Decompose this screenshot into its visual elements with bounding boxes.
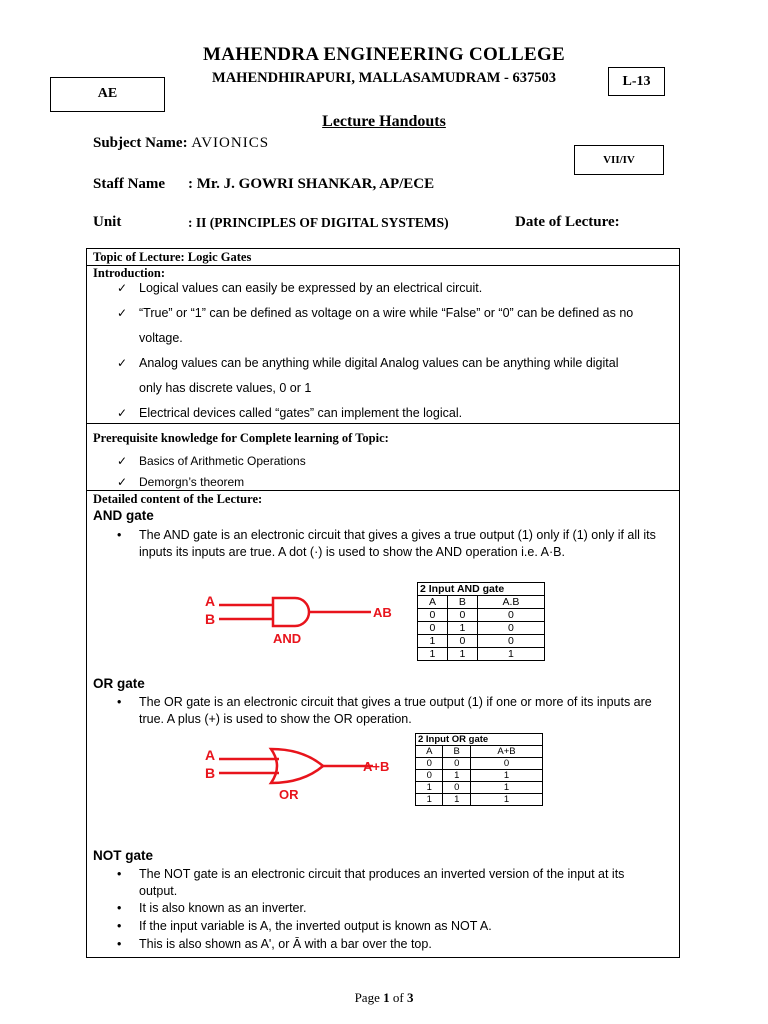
table-header-row: [418, 596, 545, 609]
list-item: • The NOT gate is an electronic circuit that produces an inverted version of the input at its output.: [117, 867, 625, 898]
detailed-content-section: [87, 490, 679, 958]
or-gate-diagram: [203, 743, 423, 807]
table-cell: 0: [447, 635, 477, 648]
table-cell: 0: [416, 758, 443, 770]
table-cell: 2 Input OR gate: [416, 734, 543, 746]
table-caption-row: [416, 734, 543, 746]
table-cell: 1: [443, 794, 470, 806]
list-item: ✓ Demorgn’s theorem: [117, 470, 644, 495]
page-number: 1: [383, 990, 390, 1005]
table-row: [418, 609, 545, 622]
page-footer: [0, 990, 768, 1006]
table-cell: 0: [477, 609, 544, 622]
table-caption-row: [418, 583, 545, 596]
table-cell: B: [447, 596, 477, 609]
table-cell: 1: [477, 648, 544, 661]
bullet-icon: •: [117, 937, 122, 951]
prerequisite-section: [87, 423, 679, 490]
list-item: • This is also shown as A', or Ā with a bar over the top.: [117, 937, 432, 951]
and-gate-description: • The AND gate is an electronic circuit that gives a gives a true output (1) only if (1) only if all its inputs its inputs are true. A dot (·) is used to show the AND operation i.e. A·B.: [117, 528, 656, 559]
checkmark-icon: ✓: [117, 475, 128, 489]
page-word: Page: [354, 990, 380, 1005]
table-cell: B: [443, 746, 470, 758]
introduction-section: [87, 265, 679, 423]
bullet-icon: •: [117, 695, 122, 709]
semester-box: VII/IV: [574, 145, 664, 175]
table-cell: A: [416, 746, 443, 758]
table-cell: 1: [418, 635, 448, 648]
checkmark-icon: ✓: [117, 356, 128, 370]
prerequisite-heading: Prerequisite knowledge for Complete learning of Topic:: [93, 431, 389, 445]
table-cell: 1: [470, 794, 542, 806]
table-cell: 1: [470, 770, 542, 782]
or-gate-heading: OR gate: [93, 676, 145, 691]
table-row: [416, 794, 543, 806]
list-item: ✓ Electrical devices called “gates” can implement the logical.: [117, 401, 644, 426]
table-cell: 1: [418, 648, 448, 661]
table-cell: 0: [418, 609, 448, 622]
bullet-icon: •: [117, 528, 122, 542]
table-cell: 0: [447, 609, 477, 622]
list-item: ✓ “True” or “1” can be defined as voltage on a wire while “False” or “0” can be defined as no voltage.: [117, 301, 644, 351]
bullet-icon: •: [117, 867, 122, 881]
table-row: [416, 758, 543, 770]
table-cell: 1: [447, 648, 477, 661]
and-gate-diagram: [203, 591, 403, 651]
unit-value: : II (PRINCIPLES OF DIGITAL SYSTEMS): [188, 215, 449, 230]
checkmark-icon: ✓: [117, 306, 128, 320]
or-truth-table: [415, 733, 543, 806]
and-truth-table: [417, 582, 545, 661]
table-cell: 0: [443, 782, 470, 794]
handout-title: Lecture Handouts: [322, 113, 446, 130]
and-input-a-label: A: [205, 593, 216, 609]
and-gate-name: AND: [273, 631, 302, 646]
bullet-icon: •: [117, 901, 122, 915]
college-address: MAHENDHIRAPURI, MALLASAMUDRAM - 637503: [212, 70, 556, 86]
table-cell: 1: [447, 622, 477, 635]
table-header-row: [416, 746, 543, 758]
table-row: [418, 622, 545, 635]
table-cell: 0: [477, 622, 544, 635]
and-input-b-label: B: [205, 611, 216, 627]
table-cell: A: [418, 596, 448, 609]
lecture-content-box: [86, 248, 680, 958]
checkmark-icon: ✓: [117, 454, 128, 468]
or-gate-description: • The OR gate is an electronic circuit that gives a true output (1) if one or more of its inputs are true. A plus (+) is used to show the OR operation.: [117, 695, 652, 726]
list-item: • If the input variable is A, the inverted output is known as NOT A.: [117, 919, 492, 933]
detailed-content-heading: Detailed content of the Lecture:: [93, 492, 263, 506]
or-input-b-label: B: [205, 765, 216, 781]
unit-label: Unit: [93, 214, 122, 230]
lecture-number-box: L-13: [608, 67, 665, 96]
not-gate-heading: NOT gate: [93, 848, 154, 863]
table-cell: 1: [416, 782, 443, 794]
or-input-a-label: A: [205, 747, 216, 763]
introduction-heading: Introduction:: [93, 266, 166, 280]
dept-box: AE: [50, 77, 165, 112]
table-cell: 1: [470, 782, 542, 794]
table-cell: 2 Input AND gate: [418, 583, 545, 596]
table-cell: A+B: [470, 746, 542, 758]
table-row: [416, 782, 543, 794]
staff-value: : Mr. J. GOWRI SHANKAR, AP/ECE: [188, 176, 435, 192]
and-output-label: AB: [373, 605, 392, 620]
checkmark-icon: ✓: [117, 281, 128, 295]
bullet-icon: •: [117, 919, 122, 933]
list-item: ✓ Analog values can be anything while digital Analog values can be anything while digital only has discrete values, 0 or 1: [117, 351, 644, 401]
or-gate-name: OR: [279, 787, 299, 802]
table-cell: 1: [443, 770, 470, 782]
table-cell: 0: [477, 635, 544, 648]
college-name: MAHENDRA ENGINEERING COLLEGE: [202, 44, 566, 65]
table-cell: 0: [416, 770, 443, 782]
table-row: [418, 648, 545, 661]
staff-label: Staff Name: [93, 176, 166, 192]
table-cell: 1: [416, 794, 443, 806]
topic-of-lecture: Topic of Lecture: Logic Gates: [93, 250, 252, 264]
page-total: 3: [406, 990, 414, 1005]
table-row: [418, 635, 545, 648]
date-of-lecture-label: Date of Lecture:: [515, 214, 620, 230]
or-output-label: A+B: [363, 759, 390, 774]
subject-line: [93, 135, 269, 152]
table-cell: A.B: [477, 596, 544, 609]
table-row: [416, 770, 543, 782]
subject-label: Subject Name:: [93, 135, 188, 151]
list-item: ✓ Logical values can easily be expressed by an electrical circuit.: [117, 276, 644, 301]
table-cell: 0: [470, 758, 542, 770]
table-cell: 0: [418, 622, 448, 635]
list-item: ✓ Basics of Arithmetic Operations: [117, 449, 644, 474]
subject-value: AVIONICS: [191, 135, 270, 151]
list-item: • It is also known as an inverter.: [117, 901, 307, 915]
of-word: of: [392, 990, 404, 1005]
and-gate-heading: AND gate: [93, 508, 154, 523]
checkmark-icon: ✓: [117, 406, 128, 420]
table-cell: 0: [443, 758, 470, 770]
